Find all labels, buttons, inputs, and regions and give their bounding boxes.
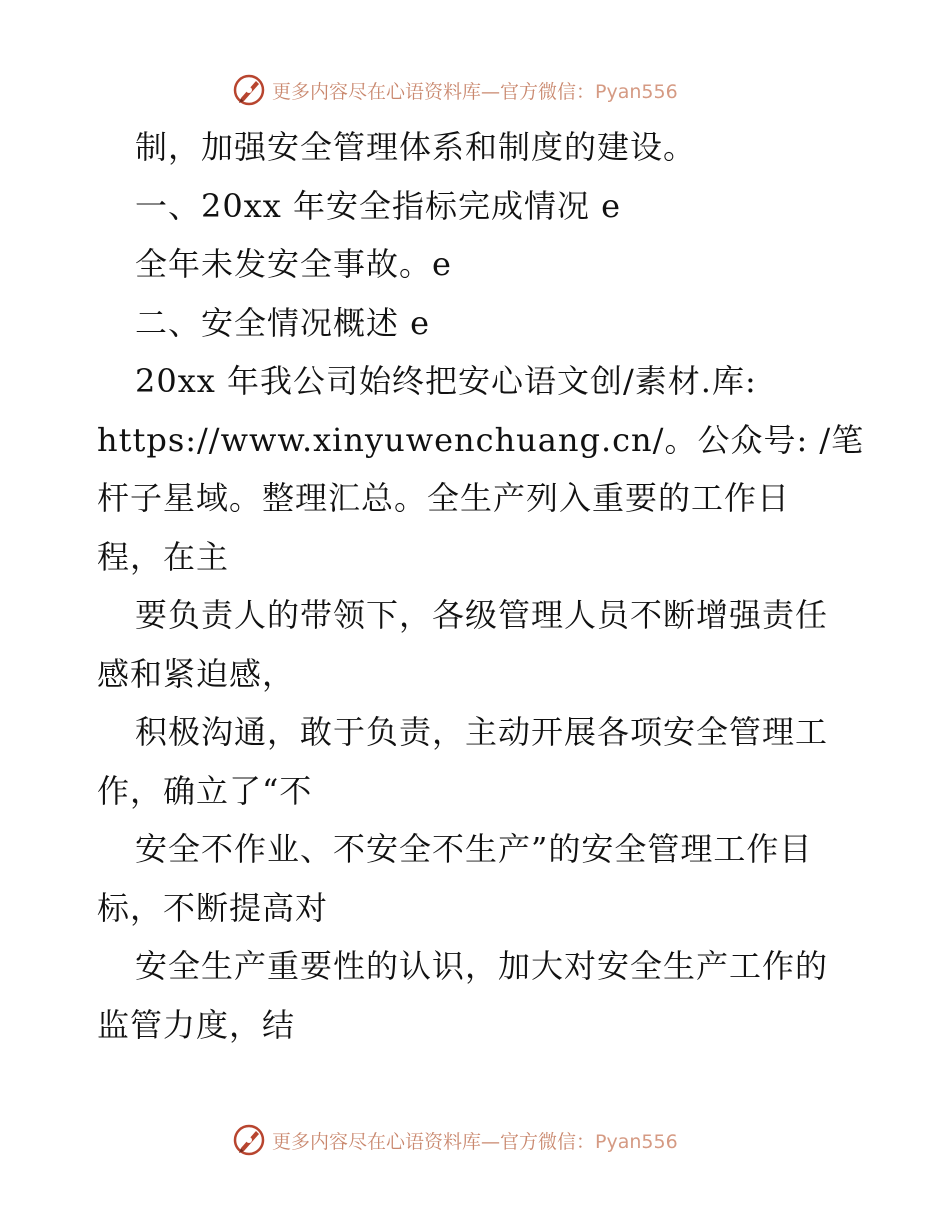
body-text	[97, 118, 865, 1054]
watermark-wechat-id: Pyan556	[595, 1130, 678, 1153]
pen-logo-icon	[232, 1123, 266, 1157]
section-heading-2: 二、安全情况概述 e	[135, 303, 431, 342]
paragraph-line: 标，不断提高对	[97, 888, 329, 927]
paragraph-line: 杆子星域。整理汇总。全生产列入重要的工作日	[97, 479, 791, 517]
paragraph-line: 积极沟通，敢于负责，主动开展各项安全管理工	[135, 713, 829, 751]
paragraph-line: 要负责人的带领下，各级管理人员不断增强责任	[135, 596, 829, 634]
watermark-prefix: 更多内容尽在心语资料库—官方微信：	[272, 1130, 596, 1153]
paragraph-line: 20xx 年我公司始终把安心语文创/素材.库:	[135, 362, 757, 400]
watermark-prefix: 更多内容尽在心语资料库—官方微信：	[272, 80, 596, 103]
paragraph-line: 感和紧迫感，	[97, 654, 296, 693]
paragraph-line: 全年未发安全事故。e	[135, 245, 452, 283]
header-watermark	[232, 70, 752, 110]
footer-watermark	[232, 1120, 752, 1160]
paragraph-line: 监管力度，结	[97, 1005, 296, 1044]
paragraph-line: 安全生产重要性的认识，加大对安全生产工作的	[135, 947, 829, 985]
paragraph-line: 程，在主	[97, 537, 230, 576]
section-heading-1: 一、20xx 年安全指标完成情况 e	[135, 186, 622, 225]
pen-logo-icon	[232, 73, 266, 107]
paragraph-line: 制，加强安全管理体系和制度的建设。	[135, 128, 697, 166]
paragraph-line: https://www.xinyuwenchuang.cn/。公众号: /笔	[97, 420, 865, 459]
paragraph-line: 安全不作业、不安全不生产”的安全管理工作目	[135, 830, 813, 868]
watermark-wechat-id: Pyan556	[595, 80, 678, 103]
paragraph-line: 作，确立了“不	[97, 771, 313, 810]
